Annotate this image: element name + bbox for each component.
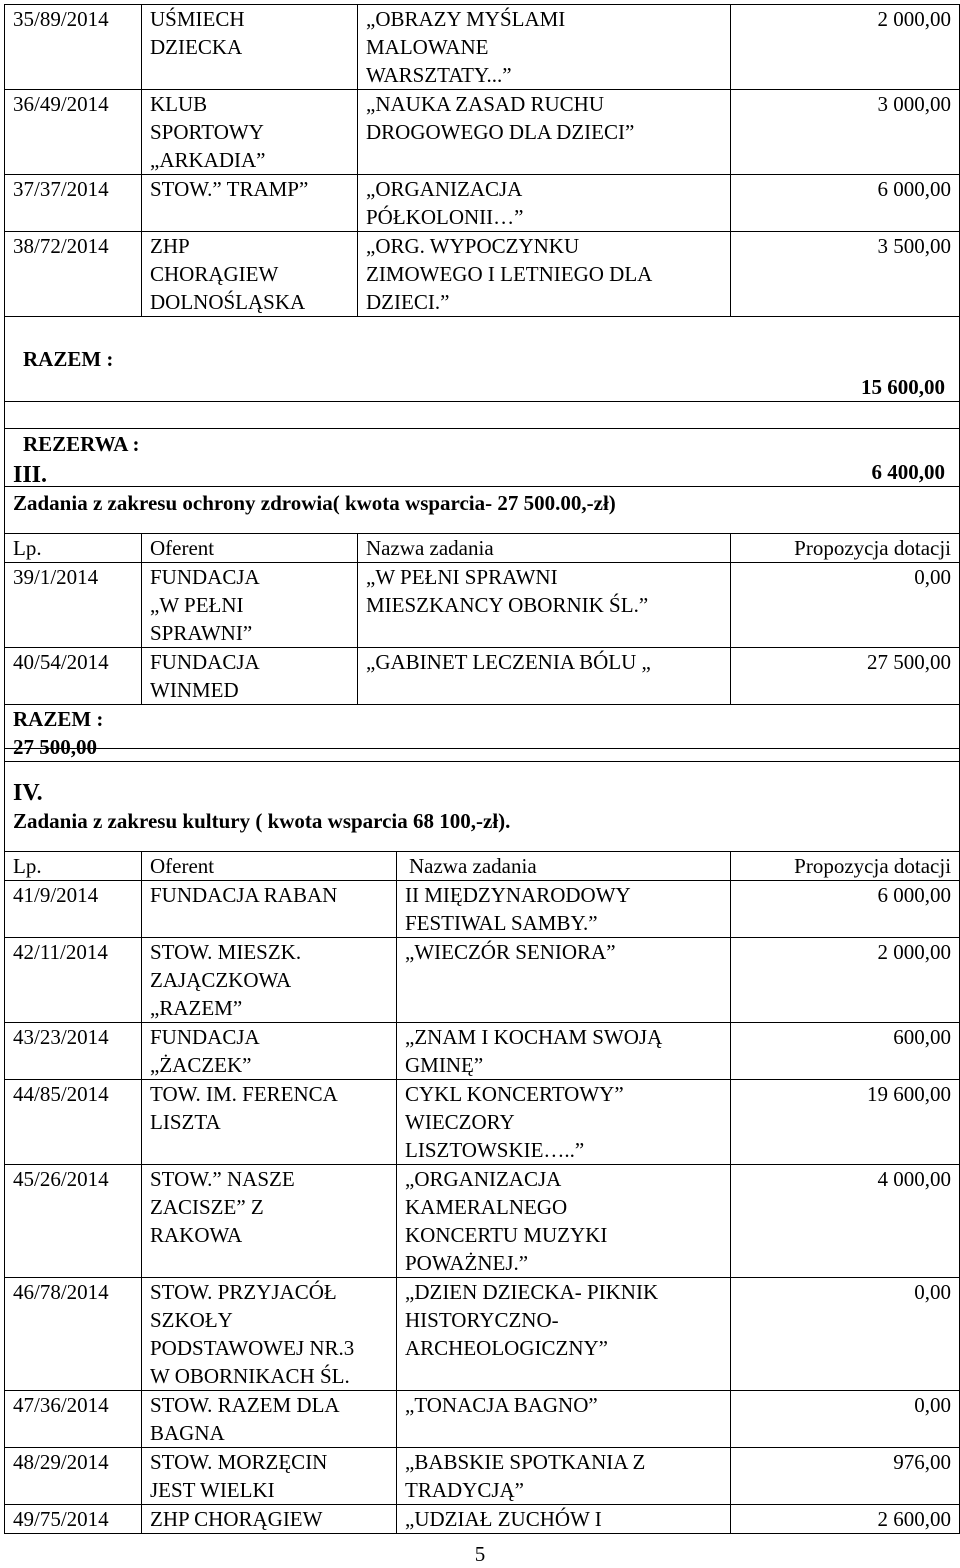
header-zadanie: Nazwa zadania	[358, 534, 731, 563]
oferent-cell: STOW.” NASZE ZACISZE” Z RAKOWA	[142, 1165, 397, 1278]
kwota-cell: 600,00	[731, 1023, 960, 1080]
lp-cell: 38/72/2014	[5, 232, 142, 317]
section4-title-row	[5, 749, 960, 852]
razem-value: 27 500,00	[13, 735, 97, 759]
lp-cell: 46/78/2014	[5, 1278, 142, 1391]
lp-cell: 44/85/2014	[5, 1080, 142, 1165]
table-row	[5, 648, 960, 705]
zadanie-cell: CYKL KONCERTOWY” WIECZORY LISZTOWSKIE…..”	[397, 1080, 731, 1165]
kwota-cell: 4 000,00	[731, 1165, 960, 1278]
oferent-cell: STOW.” TRAMP”	[142, 175, 358, 232]
zadanie-cell: „GABINET LECZENIA BÓLU „	[358, 648, 731, 705]
table-row	[5, 938, 960, 1023]
page-number: 5	[474, 1542, 486, 1566]
lp-cell: 42/11/2014	[5, 938, 142, 1023]
table-row	[5, 1391, 960, 1448]
lp-cell: 35/89/2014	[5, 5, 142, 90]
section2-razem-row	[5, 317, 960, 402]
zadanie-cell: „OBRAZY MYŚLAMI MALOWANE WARSZTATY...”	[358, 5, 731, 90]
oferent-cell: FUNDACJA „W PEŁNI SPRAWNI”	[142, 563, 358, 648]
header-lp: Lp.	[5, 852, 142, 881]
lp-cell: 39/1/2014	[5, 563, 142, 648]
razem-value: 15 600,00	[861, 375, 945, 399]
header-zadanie: Nazwa zadania	[397, 852, 731, 881]
zadanie-cell: „ORGANIZACJA PÓŁKOLONII…”	[358, 175, 731, 232]
zadanie-cell: „ORG. WYPOCZYNKU ZIMOWEGO I LETNIEGO DLA DZIECI.”	[358, 232, 731, 317]
kwota-cell: 2 600,00	[731, 1505, 960, 1534]
kwota-cell: 3 500,00	[731, 232, 960, 317]
oferent-cell: UŚMIECH DZIECKA	[142, 5, 358, 90]
lp-cell: 40/54/2014	[5, 648, 142, 705]
rezerwa-value: 6 400,00	[871, 460, 945, 484]
header-kwota: Propozycja dotacji	[731, 534, 960, 563]
oferent-cell: STOW. RAZEM DLA BAGNA	[142, 1391, 397, 1448]
table-row	[5, 1278, 960, 1391]
table-row	[5, 175, 960, 232]
oferent-cell: STOW. PRZYJACÓŁ SZKOŁY PODSTAWOWEJ NR.3 W OBORNIKACH ŚL.	[142, 1278, 397, 1391]
kwota-cell: 27 500,00	[731, 648, 960, 705]
table-row	[5, 1080, 960, 1165]
lp-cell: 49/75/2014	[5, 1505, 142, 1534]
zadanie-cell: „BABSKIE SPOTKANIA Z TRADYCJĄ”	[397, 1448, 731, 1505]
lp-cell: 48/29/2014	[5, 1448, 142, 1505]
header-oferent: Oferent	[142, 852, 397, 881]
lp-cell: 47/36/2014	[5, 1391, 142, 1448]
zadanie-cell: „W PEŁNI SPRAWNI MIESZKANCY OBORNIK ŚL.”	[358, 563, 731, 648]
oferent-cell: KLUB SPORTOWY „ARKADIA”	[142, 90, 358, 175]
zadanie-cell: „TONACJA BAGNO”	[397, 1391, 731, 1448]
zadanie-cell: „UDZIAŁ ZUCHÓW I	[397, 1505, 731, 1534]
section4-title: Zadania z zakresu kultury ( kwota wsparcia 68 100,-zł).	[13, 809, 511, 833]
zadanie-cell: „WIECZÓR SENIORA”	[397, 938, 731, 1023]
kwota-cell: 6 000,00	[731, 175, 960, 232]
table-row	[5, 5, 960, 90]
section4-roman: IV.	[13, 780, 43, 806]
oferent-cell: TOW. IM. FERENCA LISZTA	[142, 1080, 397, 1165]
kwota-cell: 3 000,00	[731, 90, 960, 175]
table-row	[5, 1448, 960, 1505]
section3-title: Zadania z zakresu ochrony zdrowia( kwota wsparcia- 27 500.00,-zł)	[13, 491, 616, 515]
oferent-cell: FUNDACJA RABAN	[142, 881, 397, 938]
rezerwa-label: REZERWA :	[23, 432, 140, 456]
zadanie-cell: II MIĘDZYNARODOWY FESTIWAL SAMBY.”	[397, 881, 731, 938]
oferent-cell: ZHP CHORĄGIEW	[142, 1505, 397, 1534]
kwota-cell: 19 600,00	[731, 1080, 960, 1165]
kwota-cell: 6 000,00	[731, 881, 960, 938]
kwota-cell: 976,00	[731, 1448, 960, 1505]
oferent-cell: STOW. MIESZK. ZAJĄCZKOWA „RAZEM”	[142, 938, 397, 1023]
section3-table	[4, 428, 960, 762]
zadanie-cell: „ORGANIZACJA KAMERALNEGO KONCERTU MUZYKI POWAŻNEJ.”	[397, 1165, 731, 1278]
table-row	[5, 881, 960, 938]
lp-cell: 41/9/2014	[5, 881, 142, 938]
section4-table	[4, 748, 960, 1534]
razem-label: RAZEM :	[13, 707, 104, 731]
table-row	[5, 1023, 960, 1080]
kwota-cell: 0,00	[731, 1278, 960, 1391]
lp-cell: 36/49/2014	[5, 90, 142, 175]
oferent-cell: FUNDACJA WINMED	[142, 648, 358, 705]
section3-header-row	[5, 534, 960, 563]
section2-table	[4, 4, 960, 487]
table-row	[5, 563, 960, 648]
table-row	[5, 232, 960, 317]
kwota-cell: 2 000,00	[731, 5, 960, 90]
lp-cell: 45/26/2014	[5, 1165, 142, 1278]
section3-title-row	[5, 429, 960, 534]
header-lp: Lp.	[5, 534, 142, 563]
oferent-cell: ZHP CHORĄGIEW DOLNOŚLĄSKA	[142, 232, 358, 317]
header-kwota: Propozycja dotacji	[731, 852, 960, 881]
table-row	[5, 90, 960, 175]
zadanie-cell: „ZNAM I KOCHAM SWOJĄ GMINĘ”	[397, 1023, 731, 1080]
oferent-cell: STOW. MORZĘCIN JEST WIELKI	[142, 1448, 397, 1505]
lp-cell: 37/37/2014	[5, 175, 142, 232]
table-row	[5, 1165, 960, 1278]
header-oferent: Oferent	[142, 534, 358, 563]
kwota-cell: 0,00	[731, 563, 960, 648]
section3-roman: III.	[13, 462, 48, 488]
kwota-cell: 0,00	[731, 1391, 960, 1448]
zadanie-cell: „DZIEN DZIECKA- PIKNIK HISTORYCZNO- ARCHEOLOGICZNY”	[397, 1278, 731, 1391]
zadanie-cell: „NAUKA ZASAD RUCHU DROGOWEGO DLA DZIECI”	[358, 90, 731, 175]
razem-label: RAZEM :	[23, 347, 114, 371]
table-row	[5, 1505, 960, 1534]
section4-header-row	[5, 852, 960, 881]
oferent-cell: FUNDACJA „ŻACZEK”	[142, 1023, 397, 1080]
kwota-cell: 2 000,00	[731, 938, 960, 1023]
lp-cell: 43/23/2014	[5, 1023, 142, 1080]
